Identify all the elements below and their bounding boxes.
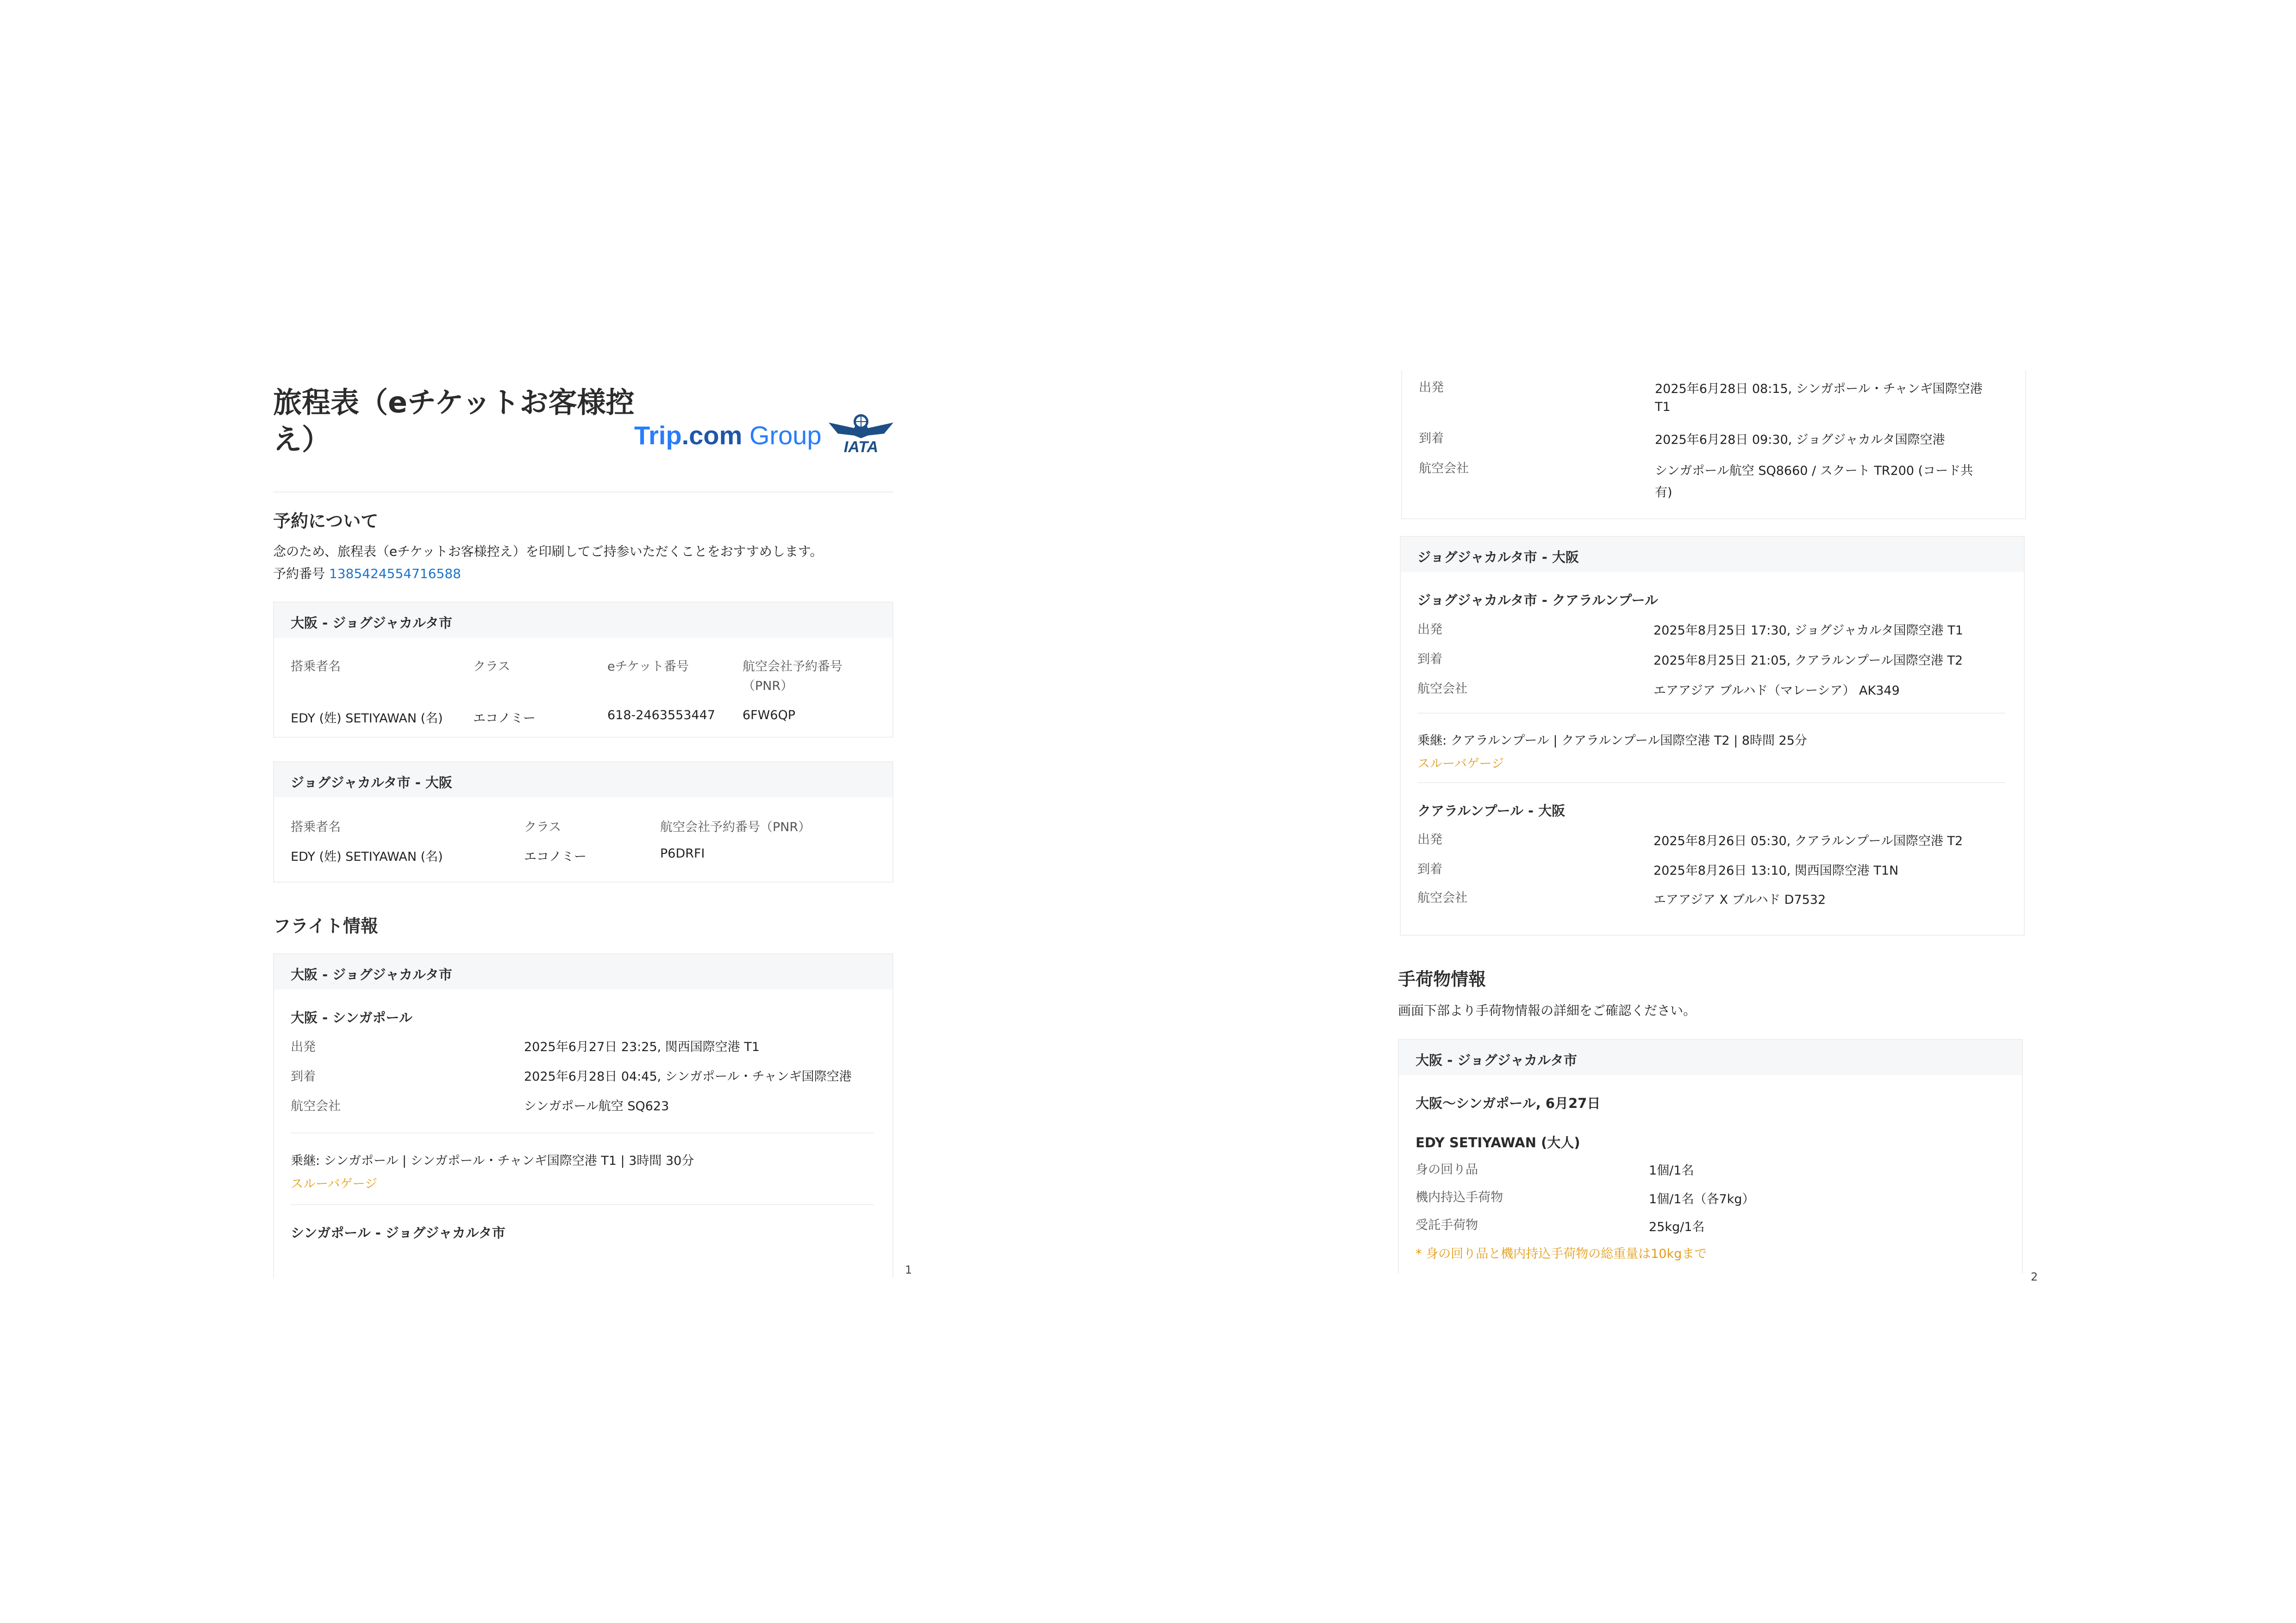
- iata-logo-icon: [829, 410, 893, 456]
- depart-terminal: T1: [1655, 400, 1671, 414]
- segment-title: シンガポール - ジョグジャカルタ市: [291, 1225, 505, 1241]
- page-title-line-2: え）: [273, 423, 331, 456]
- baggage-footnote: * 身の回り品と機内持込手荷物の総重量は10kgまで: [1416, 1247, 1707, 1261]
- airline-label: 航空会社: [1417, 891, 1467, 905]
- arrive-value: 2025年6月28日 09:30, ジョグジャカルタ国際空港: [1655, 433, 1945, 447]
- arrive-label: 到着: [291, 1070, 316, 1084]
- booking-number: [273, 564, 461, 582]
- arrive-label: 到着: [1419, 431, 1444, 446]
- flight-route: 大阪 - ジョグジャカルタ市: [291, 967, 452, 983]
- airline-value: シンガポール航空 SQ8660 / スクート TR200 (コード共: [1655, 464, 1973, 478]
- booking-number-value[interactable]: 1385424554716588: [329, 566, 461, 581]
- pnr-code: 6FW6QP: [742, 708, 796, 722]
- baggage-card: [1398, 1039, 2023, 1274]
- segment-title: 大阪 - シンガポール: [291, 1010, 412, 1026]
- divider: [1417, 782, 2005, 783]
- transfer-info: 乗継: シンガポール | シンガポール・チャンギ国際空港 T1 | 3時間 30分: [291, 1154, 694, 1168]
- personal-item-value: 1個/1名: [1649, 1163, 1694, 1178]
- booking-note: 念のため、旅程表（eチケットお客様控え）を印刷してご持参いただくことをおすすめします。: [273, 544, 823, 559]
- ticket-card-return: [273, 761, 893, 883]
- itinerary-page-1: [273, 384, 912, 1287]
- arrive-value: 2025年6月28日 04:45, シンガポール・チャンギ国際空港: [524, 1070, 852, 1084]
- itinerary-page-2: [1398, 370, 2038, 1296]
- arrive-label: 到着: [1417, 862, 1442, 877]
- personal-item-label: 身の回り品: [1416, 1163, 1478, 1177]
- divider: [1417, 713, 2005, 714]
- cabin-class: エコノミー: [524, 850, 586, 864]
- ticket-route: 大阪 - ジョグジャカルタ市: [291, 615, 452, 631]
- airline-value-cont: 有): [1655, 485, 1672, 500]
- depart-value: 2025年8月25日 17:30, ジョグジャカルタ国際空港 T1: [1653, 623, 1963, 638]
- airline-value: シンガポール航空 SQ623: [524, 1099, 669, 1113]
- airline-label: 航空会社: [1417, 682, 1467, 696]
- depart-value: 2025年8月26日 05:30, クアラルンプール国際空港 T2: [1653, 834, 1963, 848]
- booking-number-label: 予約番号: [273, 566, 325, 581]
- arrive-value: 2025年8月25日 21:05, クアラルンプール国際空港 T2: [1653, 653, 1963, 668]
- page-title: [273, 384, 643, 458]
- logo-dotcom-text: .com: [681, 421, 742, 450]
- carryon-value: 1個/1名（各7kg）: [1649, 1192, 1755, 1206]
- passenger-name: EDY (姓) SETIYAWAN (名): [291, 850, 443, 864]
- eticket-number: 618-2463553447: [607, 708, 716, 722]
- arrive-value: 2025年8月26日 13:10, 関西国際空港 T1N: [1653, 864, 1899, 878]
- logo-trip-text: Trip: [634, 421, 682, 450]
- col-pnr-suffix: （PNR）: [742, 679, 793, 693]
- col-pnr: 航空会社予約番号（PNR）: [660, 820, 811, 834]
- transfer-info: 乗継: クアラルンプール | クアラルンプール国際空港 T2 | 8時間 25分: [1417, 734, 1807, 748]
- checked-baggage-value: 25kg/1名: [1649, 1220, 1705, 1234]
- flight-card-outbound: [273, 953, 893, 1278]
- page-title-line-1: 旅程表（eチケットお客様控: [273, 386, 635, 419]
- airline-value: エアアジア ブルハド（マレーシア） AK349: [1653, 684, 1900, 698]
- baggage-note: 画面下部より手荷物情報の詳細をご確認ください。: [1398, 1003, 1697, 1018]
- col-passenger: 搭乗者名: [291, 659, 341, 674]
- iata-logo-text: IATA: [843, 438, 879, 456]
- baggage-leg: 大阪〜シンガポール, 6月27日: [1416, 1095, 1601, 1111]
- airline-value: エアアジア X ブルハド D7532: [1653, 893, 1826, 907]
- carryon-label: 機内持込手荷物: [1416, 1190, 1503, 1205]
- col-pnr: 航空会社予約番号: [742, 659, 842, 674]
- baggage-heading: 手荷物情報: [1398, 969, 1486, 989]
- logo-group-text: Group: [742, 421, 822, 450]
- ticket-card-outbound: [273, 602, 893, 738]
- col-eticket: eチケット番号: [607, 659, 689, 674]
- airline-label: 航空会社: [291, 1099, 341, 1113]
- flight-card-return: [1400, 536, 2025, 936]
- depart-label: 出発: [1419, 380, 1444, 395]
- flight-info-heading: フライト情報: [273, 916, 378, 936]
- ticket-route: ジョグジャカルタ市 - 大阪: [291, 775, 452, 790]
- cabin-class: エコノミー: [473, 711, 536, 726]
- airline-label: 航空会社: [1419, 461, 1469, 476]
- tripcom-group-logo: [634, 420, 822, 450]
- depart-label: 出発: [1417, 622, 1442, 637]
- segment-title: ジョグジャカルタ市 - クアラルンプール: [1417, 592, 1658, 608]
- checked-baggage-label: 受託手荷物: [1416, 1218, 1478, 1232]
- through-baggage-badge: スルーバゲージ: [1417, 757, 1504, 771]
- col-class: クラス: [473, 659, 511, 674]
- flight-card-continued: [1401, 370, 2026, 519]
- page-number: 1: [905, 1263, 912, 1276]
- flight-route: ジョグジャカルタ市 - 大阪: [1417, 549, 1579, 565]
- depart-value: 2025年6月28日 08:15, シンガポール・チャンギ国際空港: [1655, 382, 1983, 396]
- page-number: 2: [2031, 1270, 2038, 1283]
- segment-title: クアラルンプール - 大阪: [1417, 803, 1566, 819]
- baggage-passenger: EDY SETIYAWAN (大人): [1416, 1135, 1580, 1150]
- passenger-name: EDY (姓) SETIYAWAN (名): [291, 711, 443, 726]
- divider: [291, 1204, 874, 1205]
- col-class: クラス: [524, 820, 562, 834]
- depart-label: 出発: [291, 1040, 316, 1054]
- pnr-code: P6DRFI: [660, 846, 705, 861]
- divider: [291, 1132, 874, 1133]
- divider: [273, 491, 893, 492]
- depart-label: 出発: [1417, 833, 1442, 847]
- arrive-label: 到着: [1417, 652, 1442, 666]
- baggage-route: 大阪 - ジョグジャカルタ市: [1416, 1052, 1577, 1068]
- depart-value: 2025年6月27日 23:25, 関西国際空港 T1: [524, 1040, 760, 1054]
- through-baggage-badge: スルーバゲージ: [291, 1177, 378, 1191]
- col-passenger: 搭乗者名: [291, 820, 341, 834]
- booking-heading: 予約について: [273, 511, 379, 531]
